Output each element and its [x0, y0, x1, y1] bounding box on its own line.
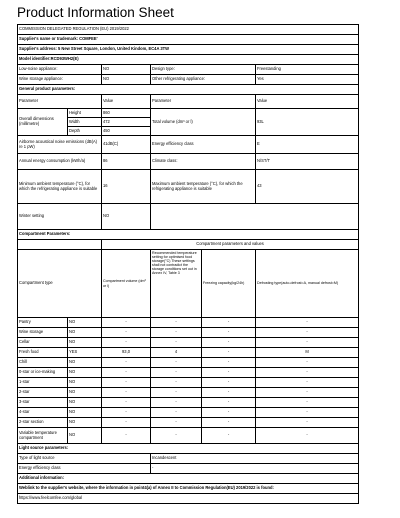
value-column-header: Value	[256, 95, 359, 109]
compartment-present: NO	[68, 408, 102, 418]
compartment-freezing: -	[202, 378, 256, 388]
compartment-temperature: -	[151, 398, 202, 408]
climate-label: Climate class:	[151, 154, 256, 170]
compartment-temperature: -	[151, 428, 202, 444]
compartment-temperature: -	[151, 318, 202, 328]
compartment-present: NO	[68, 428, 102, 444]
compartment-defrost: -	[256, 428, 359, 444]
dimension-value: 860	[102, 109, 151, 118]
light-type-label: Type of light source	[18, 454, 151, 464]
compartment-present: NO	[68, 328, 102, 338]
compartment-freezing: -	[202, 338, 256, 348]
light-efficiency-value: -	[151, 464, 359, 474]
light-source-header: Light source parameters:	[18, 444, 359, 454]
weblink-url: https://www.feelcomfee.com/global	[18, 494, 359, 504]
efficiency-value: E	[256, 136, 359, 154]
recommended-temperature-header: Recommended temperature setting for optimised food storage(°C) These settings shall not contradict the storage conditions set out in Annex IV, Table 3	[151, 250, 202, 318]
dimension-label: Height	[68, 109, 102, 118]
compartment-row	[18, 418, 359, 428]
compartment-present: NO	[68, 338, 102, 348]
weblink-label: Weblink to the supplier's website, where the information in point4(a) of Annex II to Commission Regulation(EU) 2019/2022 is found:	[18, 484, 359, 494]
compartment-freezing: -	[202, 428, 256, 444]
general-parameters-header: General product parameters:	[18, 85, 359, 95]
parameter-column-header: Parameter	[151, 95, 256, 109]
compartment-temperature: -	[151, 368, 202, 378]
compartment-row	[18, 348, 359, 358]
consumption-label: Annual energy consumption (kWh/a)	[18, 154, 102, 170]
compartment-name: 2-star section	[18, 418, 68, 428]
compartment-freezing: -	[202, 388, 256, 398]
noise-value: 41dB(C)	[102, 136, 151, 154]
dimension-label: Depth	[68, 127, 102, 136]
compartment-temperature: -	[151, 408, 202, 418]
compartment-present: NO	[68, 378, 102, 388]
winter-setting-label: Winter setting	[18, 204, 102, 230]
compartment-freezing: -	[202, 318, 256, 328]
winter-setting-value: NO	[102, 204, 151, 230]
compartment-name: Wine storage	[18, 328, 68, 338]
compartment-name: 1-star	[18, 378, 68, 388]
compartment-values-header: Compartment parameters and values	[102, 240, 359, 250]
compartment-temperature: -	[151, 338, 202, 348]
additional-info-header: Additional information:	[18, 474, 359, 484]
dimension-value: 450	[102, 127, 151, 136]
dimension-label: Width	[68, 118, 102, 127]
compartment-volume: 93,0	[102, 348, 151, 358]
basic-value-2: Freestanding	[256, 65, 359, 75]
total-volume-label: Total volume (dm³ or l)	[151, 109, 256, 136]
compartment-defrost: M	[256, 348, 359, 358]
compartment-present: NO	[68, 318, 102, 328]
compartment-row	[18, 328, 359, 338]
compartment-row	[18, 428, 359, 444]
value-column-header: Value	[102, 95, 151, 109]
compartment-row	[18, 378, 359, 388]
info-table	[17, 24, 359, 504]
compartment-freezing: -	[202, 398, 256, 408]
total-volume-value: 93L	[256, 109, 359, 136]
climate-value: N/ST/T	[256, 154, 359, 170]
basic-label-2: Other refrigerating appliance:	[151, 75, 256, 85]
compartment-defrost: -	[256, 358, 359, 368]
basic-value-2: Yes	[256, 75, 359, 85]
compartment-volume: -	[102, 338, 151, 348]
compartment-volume: -	[102, 368, 151, 378]
compartment-name: 0-star or ice-making	[18, 368, 68, 378]
compartment-name: Pantry	[18, 318, 68, 328]
supplier-address: Supplier's address: 5 New Street Square, London, United Kindom, EC4A 3TW	[18, 45, 359, 55]
compartment-defrost: -	[256, 388, 359, 398]
compartment-parameters-header: Compartment Parameters:	[18, 230, 359, 240]
compartment-name: Cellar	[18, 338, 68, 348]
regulation-text: COMMISSION DELEGATED REGULATION (EU) 2019/2022	[18, 25, 359, 35]
compartment-row	[18, 398, 359, 408]
basic-label: Low-noise appliance:	[18, 65, 102, 75]
light-type-value: Incandescent	[151, 454, 359, 464]
compartment-volume: -	[102, 418, 151, 428]
compartment-defrost: -	[256, 368, 359, 378]
compartment-temperature: 4	[151, 348, 202, 358]
supplier-name: Supplier's name or trademark: COMFEE'	[18, 35, 359, 45]
compartment-defrost: -	[256, 408, 359, 418]
basic-label: Wine storage appliance:	[18, 75, 102, 85]
compartment-row	[18, 318, 359, 328]
compartment-freezing: -	[202, 408, 256, 418]
compartment-freezing: -	[202, 368, 256, 378]
min-temperature-label: Minimum ambient temperature (°C), for which the refrigerating appliance is suitable	[18, 170, 102, 204]
compartment-defrost: -	[256, 378, 359, 388]
max-temperature-value: 43	[256, 170, 359, 204]
compartment-row	[18, 408, 359, 418]
noise-label: Airborne acoustical noise emissions (dB(A) re 1 pW)	[18, 136, 102, 154]
compartment-type-label: Compartment type	[18, 250, 102, 318]
compartment-volume-header: Compartment volume (dm³ or l)	[102, 250, 151, 318]
compartment-volume: -	[102, 328, 151, 338]
efficiency-label: Energy efficiency class	[151, 136, 256, 154]
compartment-temperature: -	[151, 378, 202, 388]
compartment-row	[18, 338, 359, 348]
basic-label-2: Design type:	[151, 65, 256, 75]
compartment-defrost: -	[256, 398, 359, 408]
compartment-present: NO	[68, 368, 102, 378]
compartment-defrost: -	[256, 418, 359, 428]
compartment-volume: -	[102, 358, 151, 368]
compartment-name: 4-star	[18, 408, 68, 418]
model-identifier: Model identifier:RCD93WH2(E)	[18, 55, 359, 65]
compartment-present: NO	[68, 388, 102, 398]
compartment-freezing: -	[202, 348, 256, 358]
compartment-name: Fresh food	[18, 348, 68, 358]
compartment-volume: -	[102, 318, 151, 328]
compartment-row	[18, 358, 359, 368]
compartment-freezing: -	[202, 328, 256, 338]
compartment-volume: -	[102, 428, 151, 444]
compartment-present: YES	[68, 348, 102, 358]
compartment-name: Variable temperature compartment	[18, 428, 68, 444]
compartment-temperature: -	[151, 418, 202, 428]
basic-value: NO	[102, 65, 151, 75]
compartment-temperature: -	[151, 358, 202, 368]
compartment-name: 2-star	[18, 388, 68, 398]
max-temperature-label: Maximum ambient temperature (°C), for which the refrigerating appliance is suitable	[151, 170, 256, 204]
compartment-temperature: -	[151, 328, 202, 338]
basic-value: NO	[102, 75, 151, 85]
compartment-defrost: -	[256, 318, 359, 328]
overall-dimensions-label: Overall dimensions (millimetre)	[18, 109, 68, 136]
compartment-volume: -	[102, 408, 151, 418]
compartment-defrost: -	[256, 338, 359, 348]
compartment-present: NO	[68, 358, 102, 368]
compartment-volume: -	[102, 388, 151, 398]
defrosting-type-header: Defrosting type(auto-defrost=A, manual defrost=M)	[256, 250, 359, 318]
compartment-row	[18, 388, 359, 398]
compartment-volume: -	[102, 378, 151, 388]
compartment-volume: -	[102, 398, 151, 408]
parameter-column-header: Parameter	[18, 95, 102, 109]
compartment-defrost: -	[256, 328, 359, 338]
page-title: Product Information Sheet	[17, 5, 174, 20]
compartment-present: NO	[68, 398, 102, 408]
compartment-freezing: -	[202, 358, 256, 368]
blank-cell	[18, 240, 102, 250]
min-temperature-value: 16	[102, 170, 151, 204]
compartment-name: 3-star	[18, 398, 68, 408]
compartment-temperature: -	[151, 388, 202, 398]
blank-cell	[151, 204, 359, 230]
compartment-name: Chill	[18, 358, 68, 368]
compartment-freezing: -	[202, 418, 256, 428]
compartment-present: NO	[68, 418, 102, 428]
compartment-row	[18, 368, 359, 378]
dimension-value: 472	[102, 118, 151, 127]
consumption-value: 86	[102, 154, 151, 170]
freezing-capacity-header: Freezing capacity(kg/24h)	[202, 250, 256, 318]
light-efficiency-label: Energy efficiency class	[18, 464, 151, 474]
